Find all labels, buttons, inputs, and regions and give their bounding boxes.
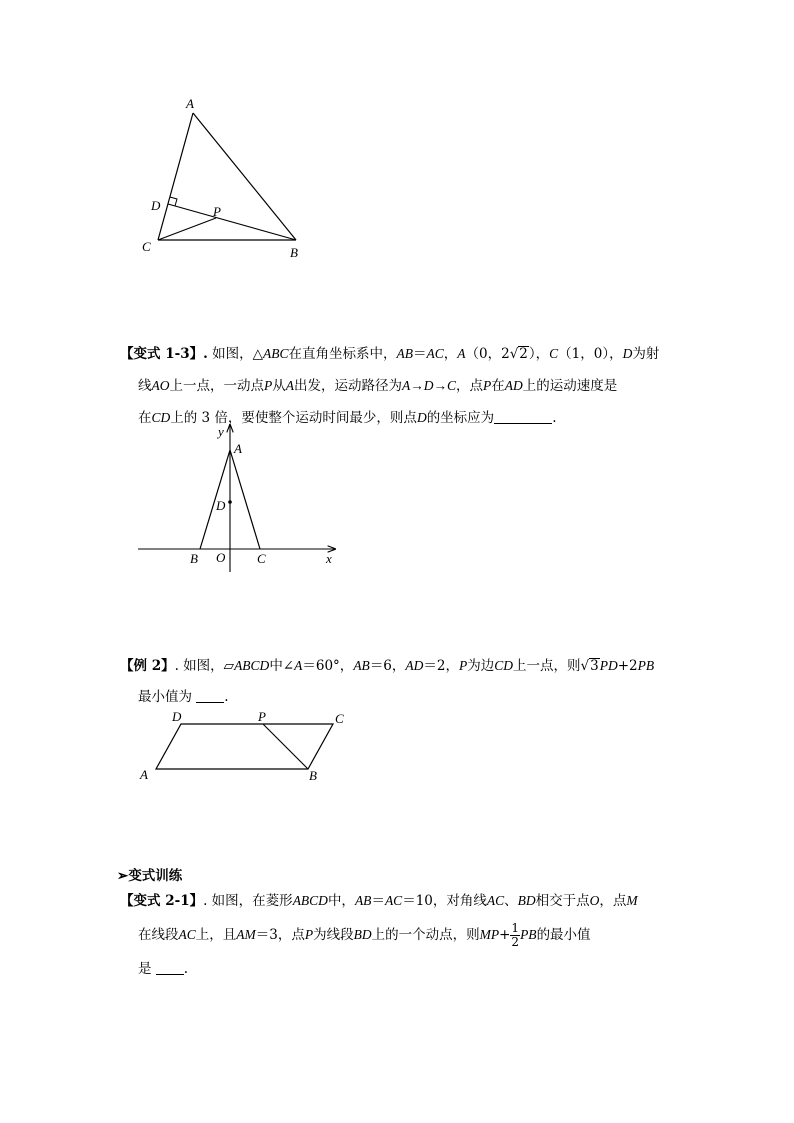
point-d <box>228 500 232 504</box>
problem-variant-2-1 <box>120 884 680 986</box>
problem1-line1: 【变式 1-3】. 如图，△ABC在直角坐标系中，AB＝AC，A（0，2√2），C（1，0），D为射 <box>120 338 680 370</box>
problem3-line2: 在线段AC上，且AM＝3，点P为线段BD上的一个动点，则MP+ $\frac{1}{2}$ PB的最小值 <box>138 921 591 949</box>
label-d: D <box>151 198 161 213</box>
parallelogram-abcd <box>156 724 333 769</box>
problem1-line2: 线AO上一点，一动点P从A出发，运动路径为A→D→C，点P在AD上的运动速度是 <box>138 378 618 394</box>
problem2-line2: 最小值为 . <box>138 689 229 705</box>
label-c: C <box>142 239 151 254</box>
segment-pb <box>263 724 308 769</box>
segment-db <box>168 204 296 240</box>
problem-example-2 <box>120 650 680 713</box>
figure-triangle-abc <box>120 90 340 270</box>
label-p: P <box>258 709 266 724</box>
problem2-line1: 【例 2】. 如图，▱ABCD中∠A＝60°，AB＝6，AD＝2，P为边CD上一点，则√3PD+2PB <box>120 650 680 682</box>
segment-ab <box>200 450 230 549</box>
answer-blank[interactable] <box>494 410 552 424</box>
fraction-one-half: $\frac{1}{2}$ <box>511 921 520 949</box>
arrow-icon: ➢ <box>117 868 129 884</box>
label-c: C <box>335 711 344 726</box>
problem1-tag: 【变式 1-3】 <box>120 346 204 362</box>
problem3-tag: 【变式 2-1】 <box>120 893 204 909</box>
label-y: y <box>218 424 224 439</box>
label-a: A <box>140 767 148 782</box>
answer-blank[interactable] <box>196 689 224 703</box>
answer-blank[interactable] <box>156 961 184 975</box>
label-d: D <box>172 709 182 724</box>
problem3-line3: 是 . <box>138 961 189 977</box>
problem2-tag: 【例 2】 <box>120 658 175 674</box>
figure-parallelogram <box>130 705 370 790</box>
label-b: B <box>190 551 198 566</box>
figure-coordinate-system <box>130 420 350 580</box>
section-header <box>117 864 182 884</box>
label-a: A <box>234 441 242 456</box>
label-a: A <box>186 96 194 111</box>
label-p: P <box>213 204 221 219</box>
segment-ac <box>230 450 260 549</box>
problem3-line1: 【变式 2-1】. 如图，在菱形ABCD中，AB＝AC＝10，对角线AC、BD相交于点O，点M <box>120 893 638 909</box>
problem1-line3: 在CD上的 3 倍，要使整个运动时间最少，则点D的坐标应为 . <box>138 410 557 426</box>
segment-cp <box>158 218 216 240</box>
label-x: x <box>326 551 332 566</box>
section-title: 变式训练 <box>128 868 183 884</box>
label-c: C <box>257 551 266 566</box>
label-d: D <box>216 498 226 513</box>
side-ac <box>158 113 193 240</box>
sqrt-two: √2 <box>509 346 528 362</box>
label-b: B <box>290 245 298 260</box>
sqrt-three: √3 <box>580 658 599 674</box>
label-b: B <box>309 768 317 783</box>
label-o: O <box>216 550 226 565</box>
